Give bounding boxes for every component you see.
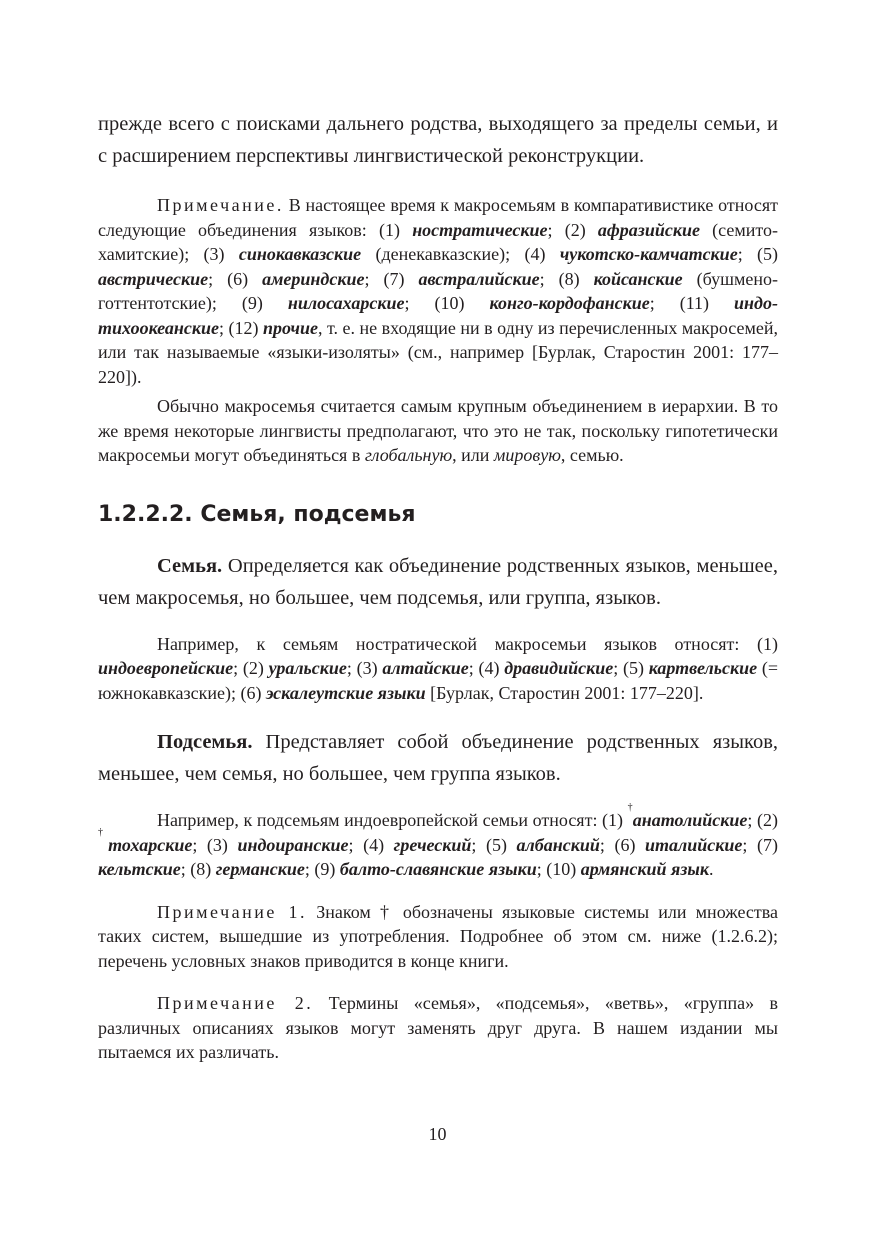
section-heading: 1.2.2.2. Семья, подсемья	[98, 501, 416, 527]
dagger-mark: †	[627, 802, 633, 813]
page-content	[98, 108, 778, 1065]
note-macrofamily-hierarchy: Обычно макросемья считается самым крупным объединением в иерархии. В то же время некоторые лингвисты предполагают, что это не так, поскольку гипотетически макросемьи могут объединяться в глобальную, или мировую, семью.	[98, 396, 778, 465]
subfamily-definition: Подсемья. Представляет собой объединение родственных языков, меньшее, чем семья, но большее, чем группа языков.	[98, 731, 778, 785]
note-macrofamilies: Примечание. В настоящее время к макросемьям в компаративистике относят следующие объединения языков: (1) ностратические; (2) афразийские (семито-хамитские); (3) синокавказские (денекавказские); (4) чукотско-камчатские; (5) австрические; (6) америндские; (7) австралийские; (8) койсанские (бушмено-готтентотские); (9) нилосахарские; (10) конго-кордофанские; (11) индо-тихоокеанские; (12) прочие, т. е. не входящие ни в одну из перечисленных макросемей, или так называемые «языки-изоляты» (см., например [Бурлак, Старостин 2001: 177–220]).	[98, 195, 779, 387]
note-dagger: Примечание 1. Знаком † обозначены языковые системы или множества таких систем, вышедшие из употребления. Подробнее об этом см. ниже (1.2.6.2); перечень условных знаков приводится в конце книги.	[98, 901, 778, 971]
note-terms: Примечание 2. Термины «семья», «подсемья», «ветвь», «группа» в различных описаниях языков могут заменять друг друга. В нашем издании мы пытаемся их различать.	[98, 993, 778, 1062]
term-subfamily: Подсемья.	[157, 731, 253, 753]
dagger-mark: †	[98, 826, 109, 838]
note-label: Примечание 1.	[157, 901, 308, 922]
note-label: Примечание 2.	[157, 993, 314, 1013]
page-number: 10	[428, 1124, 447, 1144]
intro-paragraph: прежде всего с поисками дальнего родства, выходящего за пределы семьи, и с расширением перспективы лингвистической реконструкции.	[98, 113, 778, 167]
term-family: Семья.	[157, 554, 223, 577]
family-examples: Например, к семьям ностратической макросемьи языков относят: (1) индоевропейские; (2) уральские; (3) алтайские; (4) дравидийские; (5) картвельские (= южнокавказские); (6) эскалеутские языки [Бурлак, Старостин 2001: 177–220].	[98, 633, 778, 703]
note-label: Примечание.	[157, 195, 284, 215]
family-definition: Семья. Определяется как объединение родственных языков, меньшее, чем макросемья, но большее, чем подсемья, или группа, языков.	[98, 554, 778, 609]
subfamily-examples: Например, к подсемьям индоевропейской семьи относят: (1) †анатолийские; (2) †тохарские; (3) индоиранские; (4) греческий; (5) албанский; (6) италийские; (7) кельтские; (8) германские; (9) балто-славянские языки; (10) армянский язык.	[98, 802, 778, 879]
